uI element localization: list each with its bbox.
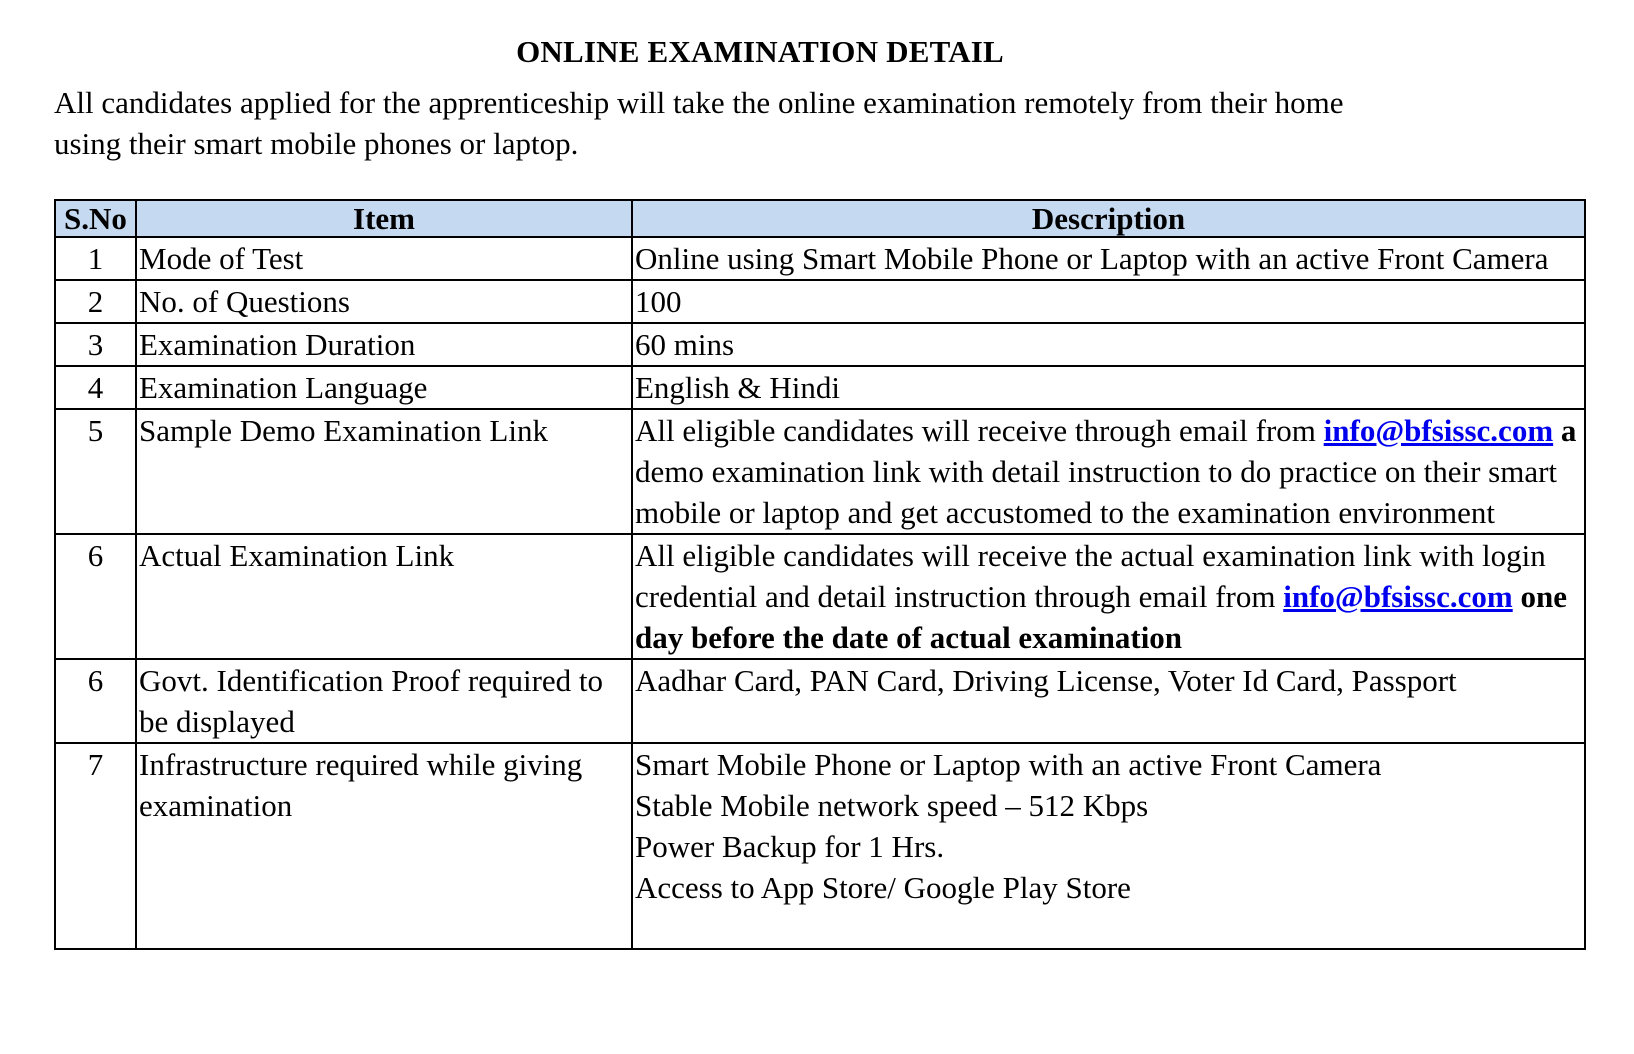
row-sno: 6 — [55, 659, 136, 743]
table-row — [55, 409, 1585, 534]
description-line: Power Backup for 1 Hrs. — [635, 829, 945, 864]
description-line: Access to App Store/ Google Play Store — [635, 870, 1131, 905]
header-item: Item — [136, 200, 632, 237]
row-item: Govt. Identification Proof required to be displayed — [136, 659, 632, 743]
row-sno: 4 — [55, 366, 136, 409]
row-sno: 1 — [55, 237, 136, 280]
header-description: Description — [632, 200, 1585, 237]
description-bold-text: a — [1553, 413, 1577, 448]
row-item: Examination Language — [136, 366, 632, 409]
row-sno: 6 — [55, 534, 136, 659]
row-item: Actual Examination Link — [136, 534, 632, 659]
row-description: 100 — [632, 280, 1585, 323]
description-line: Smart Mobile Phone or Laptop with an active Front Camera — [635, 747, 1382, 782]
row-description: Online using Smart Mobile Phone or Laptop with an active Front Camera — [632, 237, 1585, 280]
exam-detail-table — [54, 199, 1586, 950]
table-row — [55, 366, 1585, 409]
row-sno: 3 — [55, 323, 136, 366]
table-row — [55, 659, 1585, 743]
row-description: Aadhar Card, PAN Card, Driving License, Voter Id Card, Passport — [632, 659, 1585, 743]
description-text: All eligible candidates will receive through email from — [635, 413, 1324, 448]
row-item: Mode of Test — [136, 237, 632, 280]
row-item: Sample Demo Examination Link — [136, 409, 632, 534]
row-item: Examination Duration — [136, 323, 632, 366]
table-row — [55, 323, 1585, 366]
row-description — [632, 743, 1585, 949]
table-row — [55, 534, 1585, 659]
row-sno: 7 — [55, 743, 136, 949]
document-title: ONLINE EXAMINATION DETAIL — [516, 34, 1004, 69]
description-line: Stable Mobile network speed – 512 Kbps — [635, 788, 1149, 823]
row-sno: 2 — [55, 280, 136, 323]
row-description: English & Hindi — [632, 366, 1585, 409]
description-text: All eligible candidates will receive the actual examination link with login credential and detail instruction through email from — [635, 538, 1546, 614]
row-item: No. of Questions — [136, 280, 632, 323]
table-row — [55, 743, 1585, 949]
email-link[interactable]: info@bfsissc.com — [1323, 413, 1554, 448]
header-sno: S.No — [55, 200, 136, 237]
intro-line: All candidates applied for the apprenticeship will take the online examination remotely from their home — [54, 85, 1344, 120]
row-description: 60 mins — [632, 323, 1585, 366]
table-row — [55, 280, 1585, 323]
email-link[interactable]: info@bfsissc.com — [1283, 579, 1513, 614]
description-text: demo examination link with detail instruction to do practice on their smart mobile or laptop and get accustomed to the examination environment — [635, 454, 1558, 530]
intro-paragraph — [54, 82, 1534, 164]
row-item: Infrastructure required while giving examination — [136, 743, 632, 949]
table-row — [55, 237, 1585, 280]
intro-line: using their smart mobile phones or laptop. — [54, 126, 579, 161]
row-description — [632, 534, 1585, 659]
description-bold-text: one day before the date of actual examination — [635, 579, 1567, 655]
row-description — [632, 409, 1585, 534]
table-header-row — [55, 200, 1585, 237]
row-sno: 5 — [55, 409, 136, 534]
